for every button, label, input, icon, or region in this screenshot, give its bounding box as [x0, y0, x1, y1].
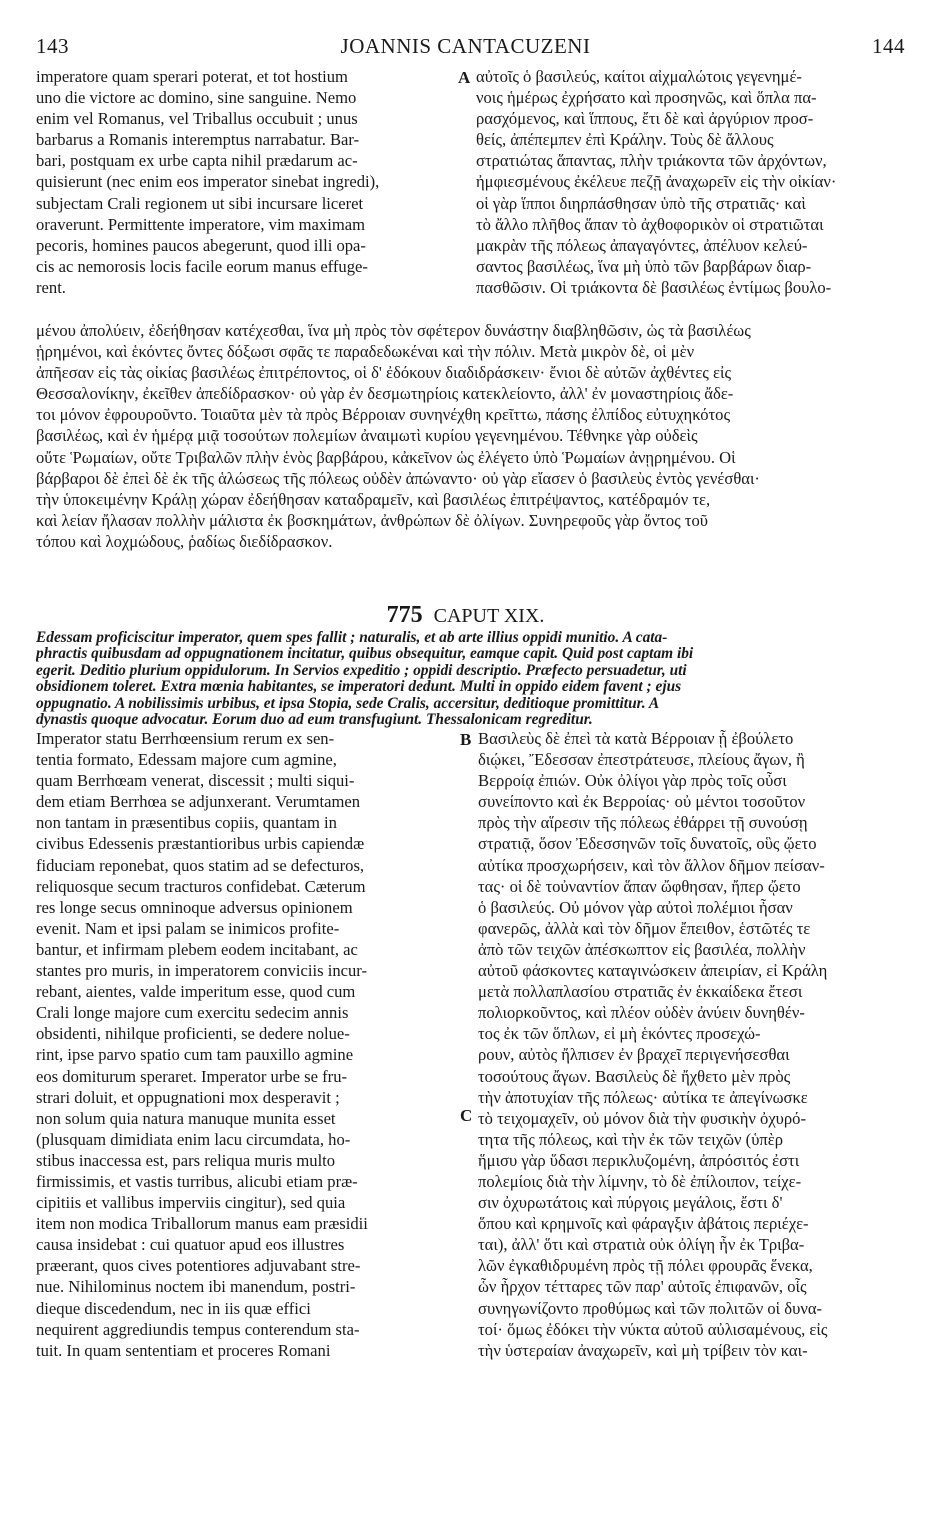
text-line: res longe secus omninoque adversus opinionem	[36, 897, 353, 917]
text-line: præerant, quos cives potentiores adjuvabant stre-	[36, 1256, 361, 1276]
text-line: Edessam proficiscitur imperator, quem spes fallit ; naturalis, et ab arte illius oppidi munitio. A cata-	[36, 630, 668, 646]
text-line: dynastis quoque advocatur. Eorum duo ad eum transfugiunt. Thessalonicam regreditur.	[36, 710, 593, 728]
text-line: oppugnatio. A nobilissimis urbibus, et ipsa Stopia, sede Cralis, accersitur, deditioque promittitur. A	[36, 694, 660, 712]
text-line: non solum quia natura manuque munita esset	[36, 1108, 336, 1128]
text-line: βάρβαροι δὲ ἐπεὶ δὲ ἐκ τῆς ἁλώσεως τῆς πόλεως οὐδὲν ἀπώναντο· οὐ γὰρ εἴασεν ὁ βασιλεὺς ἐντὸς γενέσθαι·	[36, 468, 760, 488]
text-line: αὐτοῦ φάσκοντες καταγινώσκειν ἀπειρίαν, εἰ Κράλη	[478, 961, 828, 981]
text-line: τοσούτους ἄγων. Βασιλεὺς δὲ ἤχθετο μὲν πρὸς	[478, 1066, 791, 1086]
text-line: ὁ βασιλεύς. Οὐ μόνον γὰρ αὐτοὶ πολέμιοι ἦσαν	[478, 897, 793, 917]
text-line: θείς, ἀπέπεμπεν ἐπὶ Κράλην. Τοὺς δὲ ἄλλους	[476, 130, 774, 150]
text-line: rint, ipse parvo spatio cum tam pauxillo agmine	[36, 1045, 354, 1065]
text-line: barbarus a Romanis interemptus narrabatur. Bar-	[36, 130, 360, 150]
text-line: νοις ἡμέρως ἐχρήσατο καὶ προσηνῶς, καὶ ὅπλα πα-	[476, 88, 817, 108]
text-line: tentia formato, Edessam majore cum agmine,	[36, 750, 337, 770]
text-line: πρὸς τὴν αἵρεσιν τῆς πόλεως ἐθάρρει τῇ συνούσῃ	[478, 813, 808, 833]
text-line: τὴν ἀποτυχίαν τῆς πόλεως· αὐτίκα τε ἀπεγίνωσκε	[478, 1087, 808, 1107]
text-line: διῴκει, Ἔδεσσαν ἐπεστράτευσε, πλείους ἄγων, ἢ	[478, 750, 805, 770]
text-line: fiduciam reponebat, quos statim ad se defecturos,	[36, 855, 365, 875]
bottom-latin-column	[36, 728, 456, 1361]
text-line: oraverunt. Permittente imperatore, vim maximam	[36, 214, 366, 234]
text-line: reliquosque secum tracturos confidebat. Cæterum	[36, 876, 366, 896]
text-line: συνηγωνίζοντο προθύμως καὶ τῶν πολιτῶν οἱ δυνα-	[478, 1298, 823, 1318]
text-line: ἀπὸ τῶν τειχῶν ἀπέσκωπτον εἰς βασιλέα, πολλὴν	[478, 939, 806, 959]
text-line: ὅπου καὶ κρημνοῖς καὶ φάραγξιν ἀβάτοις περιέχε-	[478, 1214, 809, 1234]
text-line: cis ac nemorosis locis facile eorum manus effuge-	[36, 256, 368, 276]
text-line: causa insidebat : cui quatuor apud eos illustres	[36, 1235, 345, 1255]
text-line: φανερῶς, ἀλλὰ καὶ τὸν δῆμον ἔπειθον, ἑστῶτές τε	[478, 918, 811, 938]
text-line: τοί· ὅμως ἐδόκει τὴν νύκτα αὐτοῦ αὐλισαμένους, εἰς	[478, 1319, 828, 1339]
text-line: quisierunt (nec enim eos imperator sinebat ingredi),	[36, 172, 380, 192]
text-line: πασθῶσιν. Οἱ τριάκοντα δὲ βασιλέως ἐντίμως βουλο-	[476, 277, 832, 297]
text-line: enim vel Romanus, vel Triballus occubuit ; unus	[36, 109, 358, 129]
left-page-number: 143	[36, 34, 69, 58]
text-line: rent.	[36, 277, 66, 297]
full-width-greek-text	[36, 320, 906, 552]
right-page-number: 144	[872, 34, 905, 58]
text-line: nequirent aggrediundis tempus conterendum sta-	[36, 1319, 360, 1339]
text-line: firmissimis, et vastis turribus, alicubi etiam præ-	[36, 1171, 358, 1191]
text-line: bantur, et infirmam plebem eodem incitabant, ac	[36, 939, 358, 959]
top-greek-column	[476, 66, 906, 298]
bottom-greek-column	[478, 728, 906, 1361]
text-line: imperatore quam sperari poterat, et tot hostium	[36, 67, 348, 86]
text-line: ᾑρημένοι, καὶ ἑκόντες ὄντες δόξωσι σφᾶς τε παραδεδωκέναι καὶ τὴν πόλιν. Μετὰ μικρὸν δὲ, οἱ μὲν	[36, 342, 695, 362]
text-line: τας· οἱ δὲ τοὐναντίον ἅπαν ὤφθησαν, ἤπερ ᾤετο	[478, 876, 801, 896]
text-line: τὴν ὑποκειμένην Κράλῃ χώραν ἐδεήθησαν καταδραμεῖν, καὶ βασιλέως ἐπιτρέψαντος, κατέδραμόν τε,	[36, 489, 711, 509]
text-line: obsidenti, nihilque proficienti, se dedere nolue-	[36, 1024, 350, 1044]
text-line: ἠμφιεσμένους ἐκέλευε πεζῇ ἀναχωρεῖν εἰς τὴν οἰκίαν·	[476, 172, 837, 192]
text-line: cipitiis et vallibus imperviis cingitur), sed quia	[36, 1193, 346, 1213]
text-line: τὸ τειχομαχεῖν, οὐ μόνον διὰ τὴν φυσικὴν ὀχυρό-	[478, 1108, 807, 1128]
text-line: dieque discedendum, nec in iis quæ effici	[36, 1298, 311, 1318]
text-line: quam Berrhœam venerat, discessit ; multi siqui-	[36, 771, 355, 791]
text-line: μένου ἀπολύειν, ἐδεήθησαν κατέχεσθαι, ἵνα μὴ πρὸς τὸν σφέτερον δυνάστην διαβληθῶσιν, ὡς τὰ βασιλέως	[36, 321, 751, 340]
text-line: pecoris, homines paucos abegerunt, quod illi opa-	[36, 235, 366, 255]
text-line: τητα τῆς πόλεως, καὶ τὴν ἐκ τῶν τειχῶν (ὑπὲρ	[478, 1129, 784, 1149]
chapter-heading	[0, 602, 931, 629]
text-line: Crali longe majore cum exercitu sedecim annis	[36, 1003, 349, 1023]
text-line: uno die victore ac domino, sine sanguine. Nemo	[36, 88, 357, 108]
text-line: phractis quibusdam ad oppugnationem incitatur, quibus obsequitur, eamque capit. Quid post captam ibi	[36, 645, 694, 663]
text-line: αὐτοῖς ὁ βασιλεύς, καίτοι αἰχμαλώτοις γεγενημέ-	[476, 67, 802, 86]
text-line: ται), ἀλλ' ὅτι καὶ στρατιὰ οὐκ ὀλίγη ἦν ἐκ Τριβα-	[478, 1235, 805, 1255]
text-line: strari doluit, et oppugnationi mox desperavit ;	[36, 1087, 340, 1107]
text-line: non tantam in præsentibus copiis, quantam in	[36, 813, 337, 833]
text-line: καὶ λείαν ἤλασαν πολλὴν μάλιστα ἐκ βοσκημάτων, ἀνθρώπων δὲ ὀλίγων. Συνηρεφοῦς γὰρ ὄντος τοῦ	[36, 510, 709, 530]
text-line: rebant, aientes, valde imperitum esse, quod cum	[36, 982, 356, 1002]
text-line: συνείποντο καὶ ἐκ Βερροίας· οὐ μέντοι τοσοῦτον	[478, 792, 806, 812]
text-line: evenit. Nam et ipsi palam se inimicos profite-	[36, 918, 340, 938]
text-line: Βασιλεὺς δὲ ἐπεὶ τὰ κατὰ Βέρροιαν ᾗ ἐβούλετο	[478, 729, 794, 748]
text-line: (plusquam dimidiata enim lacu circumdata, ho-	[36, 1129, 351, 1149]
text-line: οὔτε Ῥωμαίων, οὔτε Τριβαλῶν πλὴν ἑνὸς βαρβάρου, κἀκεῖνον ὡς ἐλέγετο ὑπὸ Ῥωμαίων ἀνῃρημένου. Οἱ	[36, 447, 736, 467]
chapter-summary	[36, 630, 906, 728]
text-line: civibus Edessenis præstantioribus urbis capiendæ	[36, 834, 365, 854]
text-line: subjectam Crali regionem ut sibi incursare liceret	[36, 193, 364, 213]
text-line: μετὰ πολλαπλασίου στρατιᾶς ἐν ἑκκαίδεκα ἔτεσι	[478, 982, 803, 1002]
text-line: μακρὰν τῆς πόλεως ἀπαγαγόντες, ἀπέλυον κελεύ-	[476, 235, 808, 255]
text-line: πολιορκοῦντος, καὶ πλέον οὐδὲν ἀνύειν δυνηθέν-	[478, 1003, 805, 1023]
text-line: eos domiturum speraret. Imperator urbe se fru-	[36, 1066, 348, 1086]
text-line: τὴν ὑστεραίαν ἀναχωρεῖν, καὶ μὴ τρίβειν τὸν και-	[478, 1340, 808, 1360]
text-line: bari, postquam ex urbe capta nihil prædarum ac-	[36, 151, 358, 171]
text-line: αὐτίκα προσχωρήσειν, καὶ τὸν ἄλλον δῆμον πείσαν-	[478, 855, 825, 875]
text-line: βασιλέως, καὶ ἐν ἡμέρᾳ μιᾷ τοσούτων πολεμίων ἀναιμωτὶ κυρίου γεγενημένου. Τέθνηκε γὰρ οὐδεὶς	[36, 426, 698, 446]
text-line: egerit. Deditio plurium oppidulorum. In Servios expeditio ; oppidi descriptio. Præfecto persuadetur, uti	[36, 661, 687, 679]
margin-marker-a: A	[458, 68, 471, 87]
text-line: λῶν ἐγκαθιδρυμένη πρὸς τῇ πόλει φρουρᾶς ἕνεκα,	[478, 1256, 813, 1276]
chapter-page-number: 775	[386, 602, 423, 628]
text-line: stibus inaccessa est, pars reliqua muris multo	[36, 1150, 336, 1170]
text-line: dem etiam Berrhœa se adjunxerant. Verumtamen	[36, 792, 361, 812]
text-line: οἱ γὰρ ἵπποι διηρπάσθησαν ὑπὸ τῆς στρατιᾶς· καὶ	[476, 193, 806, 213]
text-line: τὸ ἄλλο πλῆθος ἅπαν τὸ ἀχθοφορικὸν οἱ στρατιῶται	[476, 214, 824, 234]
text-line: ἥμισυ γὰρ ὕδασι περικλυζομένη, ἀπρόσιτός ἐστι	[478, 1150, 800, 1170]
text-line: tuit. In quam sententiam et proceres Romani	[36, 1340, 331, 1360]
text-line: ρασχόμενος, καὶ ἵππους, ἔτι δὲ καὶ ἀργύριον προσ-	[476, 109, 814, 129]
running-header	[0, 34, 931, 64]
text-line: obsidionem toleret. Extra mœnia habitantes, se imperatori dedunt. Multi in oppido eidem favent ; ejus	[36, 678, 682, 696]
text-line: item non modica Triballorum manus eam præsidii	[36, 1214, 368, 1234]
text-line: Imperator statu Berrhœensium rerum ex sen-	[36, 729, 335, 748]
text-line: στρατιᾷ, ὅσον Ἐδεσσηνῶν τοῖς δυνατοῖς, οὓς ᾤετο	[478, 834, 817, 854]
text-line: στρατιώτας ἅπαντας, πλὴν τριάκοντα τῶν ἀρχόντων,	[476, 151, 827, 171]
text-line: nue. Nihilominus noctem ibi manendum, postri-	[36, 1277, 356, 1297]
text-line: τόπου καὶ λοχμώδους, ῥαδίως διεδίδρασκον.	[36, 531, 333, 551]
text-line: τος ἐκ τῶν ὅπλων, εἰ μὴ ἑκόντες προσεχώ-	[478, 1024, 761, 1044]
text-line: ἀπῆεσαν εἰς τὰς οἰκίας βασιλέως ἐπιτρέποντος, οἱ δ' ἐδόκουν διαδιδράσκειν· ἔνιοι δὲ αὐτῶν ἀχθέντες εἰς	[36, 363, 732, 383]
margin-marker-b: B	[460, 730, 472, 749]
text-line: ρουν, αὐτὸς ἤλπισεν ἐν βραχεῖ περιγενήσεσθαι	[478, 1045, 790, 1065]
text-line: Βερροίᾳ ἐπιών. Οὐκ ὀλίγοι γὰρ πρὸς τοῖς οὖσι	[478, 771, 787, 791]
running-title: JOANNIS CANTACUZENI	[340, 34, 591, 58]
text-line: τοι μόνον ἐφρουροῦντο. Τοιαῦτα μὲν τὰ πρὸς Βέρροιαν συνηνέχθη κρεῖττω, πάσης ἐλπίδος εὐτυχηκότος	[36, 405, 731, 425]
margin-marker-c: C	[460, 1106, 473, 1125]
top-latin-column	[36, 66, 454, 298]
text-line: Θεσσαλονίκην, ἐκεῖθεν ἀπεδίδρασκον· οὐ γὰρ ἐν δεσμωτηρίοις κατεκλείοντο, ἀλλ' ἐν μοναστηρίοις ἄδε-	[36, 384, 734, 404]
text-line: σιν ὀχυρωτάτοις καὶ πύργοις μεγάλοις, ἔστι δ'	[478, 1193, 783, 1213]
chapter-title: CAPUT XIX.	[433, 605, 545, 627]
text-line: stantes pro muris, in imperatorem conviciis incur-	[36, 961, 367, 981]
text-line: σαντος βασιλέως, ἵνα μὴ ὑπὸ τῶν βαρβάρων διαρ-	[476, 256, 812, 276]
text-line: ὧν ἦρχον τέτταρες τῶν παρ' αὐτοῖς ἐπιφανῶν, οἷς	[478, 1277, 807, 1297]
text-line: πολεμίοις διὰ τὴν λίμνην, τὸ δὲ ἐπίλοιπον, τείχε-	[478, 1171, 802, 1191]
